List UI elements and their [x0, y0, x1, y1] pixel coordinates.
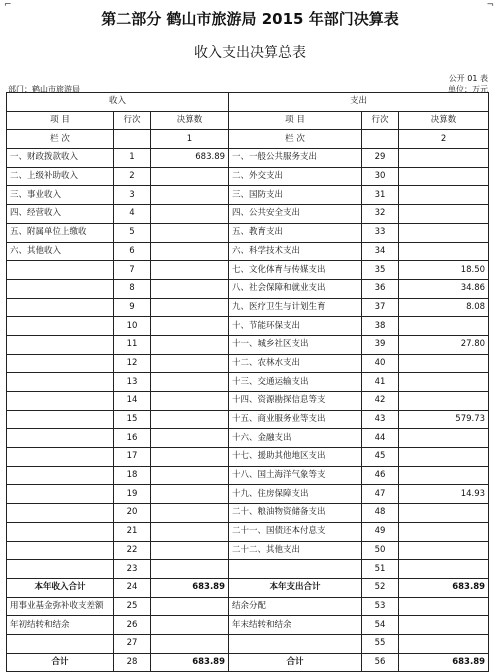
income-column-label: 栏 次: [7, 130, 114, 149]
expense-item: 五、教育支出: [229, 223, 362, 242]
expense-item: 十七、援助其他地区支出: [229, 448, 362, 467]
expense-line-no: 36: [362, 279, 399, 298]
income-line-no: 3: [114, 186, 151, 205]
expense-item: 十三、交通运输支出: [229, 373, 362, 392]
income-line-no: 4: [114, 205, 151, 224]
expense-column-number: 2: [399, 130, 489, 149]
income-amount: [151, 466, 229, 485]
expense-amount: 683.89: [399, 578, 489, 597]
expense-item: 本年支出合计: [229, 578, 362, 597]
table-row: [7, 261, 489, 280]
income-amount: [151, 504, 229, 523]
income-amount: [151, 335, 229, 354]
expense-amount: [399, 223, 489, 242]
header-row-columns: [7, 111, 489, 130]
expense-column-label: 栏 次: [229, 130, 362, 149]
income-line-no: 17: [114, 448, 151, 467]
expense-line-no: 37: [362, 298, 399, 317]
expense-item: [229, 634, 362, 653]
expense-line-no: 32: [362, 205, 399, 224]
income-item-header: 项 目: [7, 111, 114, 130]
income-line-no: 15: [114, 410, 151, 429]
income-amount: 683.89: [151, 578, 229, 597]
income-amount: [151, 634, 229, 653]
expense-amount: [399, 616, 489, 635]
table-row: [7, 541, 489, 560]
table-row: [7, 392, 489, 411]
expense-line-no: 29: [362, 149, 399, 168]
table-row: [7, 186, 489, 205]
expense-item: 八、社会保障和就业支出: [229, 279, 362, 298]
expense-item: 十五、商业服务业等支出: [229, 410, 362, 429]
corner-mark-left: ⌐: [4, 0, 12, 10]
expense-header: 支出: [229, 93, 489, 112]
table-row: [7, 149, 489, 168]
income-amount: [151, 410, 229, 429]
expense-line-no: 35: [362, 261, 399, 280]
expense-item: 七、文化体育与传媒支出: [229, 261, 362, 280]
table-row: [7, 616, 489, 635]
expense-line-no: 33: [362, 223, 399, 242]
income-item: 一、财政拨款收入: [7, 149, 114, 168]
grand-total-row: [7, 653, 489, 672]
expense-line-no: 40: [362, 354, 399, 373]
expense-amount: 683.89: [399, 653, 489, 672]
income-line-no: 14: [114, 392, 151, 411]
expense-item: 一、一般公共服务支出: [229, 149, 362, 168]
income-item: [7, 448, 114, 467]
expense-line-no: 30: [362, 167, 399, 186]
expense-line-no: 31: [362, 186, 399, 205]
expense-item: 十二、农林水支出: [229, 354, 362, 373]
expense-amount: [399, 317, 489, 336]
expense-line-no: 51: [362, 560, 399, 579]
income-line-index: [114, 130, 151, 149]
expense-amount-header: 决算数: [399, 111, 489, 130]
income-line-no: 16: [114, 429, 151, 448]
income-amount: [151, 223, 229, 242]
income-amount: [151, 448, 229, 467]
table-row: [7, 317, 489, 336]
income-amount: [151, 616, 229, 635]
income-amount: [151, 205, 229, 224]
income-line-no: 24: [114, 578, 151, 597]
income-item: [7, 354, 114, 373]
header-row-column-index: [7, 130, 489, 149]
income-item: [7, 279, 114, 298]
income-line-no: 1: [114, 149, 151, 168]
expense-item: 十八、国土海洋气象等支: [229, 466, 362, 485]
table-row: [7, 560, 489, 579]
income-item: [7, 466, 114, 485]
expense-line-no: 44: [362, 429, 399, 448]
income-line-no: 19: [114, 485, 151, 504]
expense-line-no: 43: [362, 410, 399, 429]
expense-line-no: 39: [362, 335, 399, 354]
income-amount: [151, 429, 229, 448]
expense-item: 二十一、国债还本付息支: [229, 522, 362, 541]
table-title: 收入支出决算总表: [194, 45, 306, 61]
expense-line-no: 46: [362, 466, 399, 485]
expense-line-no: 48: [362, 504, 399, 523]
income-item: 用事业基金弥补收支差额: [7, 597, 114, 616]
income-line-no: 26: [114, 616, 151, 635]
expense-amount: [399, 373, 489, 392]
expense-item: [229, 560, 362, 579]
income-item: [7, 298, 114, 317]
income-amount: [151, 186, 229, 205]
expense-line-no: 53: [362, 597, 399, 616]
expense-amount: 579.73: [399, 410, 489, 429]
table-row: [7, 522, 489, 541]
table-row: [7, 634, 489, 653]
expense-amount: [399, 167, 489, 186]
income-header: 收入: [7, 93, 229, 112]
table-row: [7, 205, 489, 224]
expense-item: 四、公共安全支出: [229, 205, 362, 224]
year-total-row: [7, 578, 489, 597]
expense-amount: 8.08: [399, 298, 489, 317]
expense-amount: [399, 597, 489, 616]
expense-item: 十九、住房保障支出: [229, 485, 362, 504]
expense-amount: [399, 242, 489, 261]
income-line-no: 7: [114, 261, 151, 280]
income-item: [7, 485, 114, 504]
income-line-no: 27: [114, 634, 151, 653]
expense-item-header: 项 目: [229, 111, 362, 130]
table-row: [7, 485, 489, 504]
income-amount: [151, 597, 229, 616]
expense-amount: [399, 429, 489, 448]
expense-line-index: [362, 130, 399, 149]
department-label: 部门：鹤山市旅游局: [8, 85, 80, 94]
income-item: [7, 410, 114, 429]
income-amount: [151, 242, 229, 261]
income-amount: [151, 298, 229, 317]
expense-item: 十四、资源勘探信息等支: [229, 392, 362, 411]
table-row: [7, 429, 489, 448]
income-item: 三、事业收入: [7, 186, 114, 205]
expense-line-no: 38: [362, 317, 399, 336]
income-item: 二、上级补助收入: [7, 167, 114, 186]
expense-item: 年末结转和结余: [229, 616, 362, 635]
table-row: [7, 466, 489, 485]
income-line-no: 22: [114, 541, 151, 560]
expense-amount: [399, 205, 489, 224]
income-line-no: 9: [114, 298, 151, 317]
income-expense-table: [6, 92, 489, 672]
income-line-no: 12: [114, 354, 151, 373]
income-item: [7, 560, 114, 579]
income-item: [7, 634, 114, 653]
table-row: [7, 298, 489, 317]
expense-amount: [399, 634, 489, 653]
expense-amount: 18.50: [399, 261, 489, 280]
income-line-no: 18: [114, 466, 151, 485]
unit-label: 单位：万元: [448, 85, 488, 94]
income-line-no: 28: [114, 653, 151, 672]
income-item: [7, 392, 114, 411]
expense-line-no: 55: [362, 634, 399, 653]
income-amount: [151, 485, 229, 504]
income-line-no: 6: [114, 242, 151, 261]
income-amount: [151, 354, 229, 373]
expense-amount: 34.86: [399, 279, 489, 298]
income-line-no: 21: [114, 522, 151, 541]
expense-line-no: 47: [362, 485, 399, 504]
income-line-no: 13: [114, 373, 151, 392]
expense-line-no: 50: [362, 541, 399, 560]
expense-amount: 14.93: [399, 485, 489, 504]
expense-amount: [399, 354, 489, 373]
expense-item: 十一、城乡社区支出: [229, 335, 362, 354]
income-item: 四、经营收入: [7, 205, 114, 224]
income-line-header: 行次: [114, 111, 151, 130]
table-row: [7, 410, 489, 429]
income-amount: [151, 522, 229, 541]
income-line-no: 20: [114, 504, 151, 523]
expense-amount: [399, 522, 489, 541]
expense-item: 三、国防支出: [229, 186, 362, 205]
income-item: [7, 541, 114, 560]
expense-amount: [399, 560, 489, 579]
expense-line-no: 49: [362, 522, 399, 541]
table-row: [7, 597, 489, 616]
expense-line-no: 56: [362, 653, 399, 672]
expense-item: 二十二、其他支出: [229, 541, 362, 560]
expense-item: 九、医疗卫生与计划生育: [229, 298, 362, 317]
income-amount: [151, 279, 229, 298]
table-row: [7, 354, 489, 373]
expense-item: 十、节能环保支出: [229, 317, 362, 336]
table-row: [7, 223, 489, 242]
expense-amount: [399, 149, 489, 168]
table-row: [7, 167, 489, 186]
income-line-no: 25: [114, 597, 151, 616]
form-number: 公开 01 表: [448, 74, 488, 83]
income-line-no: 5: [114, 223, 151, 242]
income-item: 五、附属单位上缴收: [7, 223, 114, 242]
income-amount: [151, 317, 229, 336]
income-amount: [151, 541, 229, 560]
expense-item: 二、外交支出: [229, 167, 362, 186]
income-line-no: 11: [114, 335, 151, 354]
income-amount: [151, 373, 229, 392]
income-item: [7, 522, 114, 541]
expense-item: 二十、粮油物资储备支出: [229, 504, 362, 523]
expense-amount: [399, 541, 489, 560]
expense-amount: [399, 448, 489, 467]
income-item: 合计: [7, 653, 114, 672]
income-amount: [151, 261, 229, 280]
income-amount: 683.89: [151, 149, 229, 168]
document-title: 第二部分 鹤山市旅游局 2015 年部门决算表: [101, 10, 399, 28]
expense-line-header: 行次: [362, 111, 399, 130]
expense-line-no: 41: [362, 373, 399, 392]
income-line-no: 8: [114, 279, 151, 298]
income-column-number: 1: [151, 130, 229, 149]
expense-item: 合计: [229, 653, 362, 672]
income-amount: [151, 392, 229, 411]
expense-item: 六、科学技术支出: [229, 242, 362, 261]
income-amount: [151, 167, 229, 186]
income-item: [7, 429, 114, 448]
expense-amount: [399, 392, 489, 411]
expense-line-no: 34: [362, 242, 399, 261]
expense-amount: 27.80: [399, 335, 489, 354]
table-row: [7, 504, 489, 523]
table-row: [7, 335, 489, 354]
income-item: [7, 504, 114, 523]
expense-line-no: 42: [362, 392, 399, 411]
income-line-no: 23: [114, 560, 151, 579]
income-amount: 683.89: [151, 653, 229, 672]
income-amount-header: 决算数: [151, 111, 229, 130]
table-row: [7, 448, 489, 467]
income-amount: [151, 560, 229, 579]
income-item: 年初结转和结余: [7, 616, 114, 635]
income-item: [7, 335, 114, 354]
expense-line-no: 45: [362, 448, 399, 467]
income-item: [7, 317, 114, 336]
table-row: [7, 242, 489, 261]
expense-line-no: 52: [362, 578, 399, 597]
income-item: [7, 373, 114, 392]
income-item: 本年收入合计: [7, 578, 114, 597]
income-item: [7, 261, 114, 280]
table-row: [7, 279, 489, 298]
expense-item: 结余分配: [229, 597, 362, 616]
expense-item: 十六、金融支出: [229, 429, 362, 448]
table-row: [7, 373, 489, 392]
expense-amount: [399, 186, 489, 205]
expense-line-no: 54: [362, 616, 399, 635]
expense-amount: [399, 504, 489, 523]
income-item: 六、其他收入: [7, 242, 114, 261]
income-line-no: 10: [114, 317, 151, 336]
corner-mark-right: ¬: [486, 0, 494, 10]
income-line-no: 2: [114, 167, 151, 186]
expense-amount: [399, 466, 489, 485]
header-row-sections: [7, 93, 489, 112]
